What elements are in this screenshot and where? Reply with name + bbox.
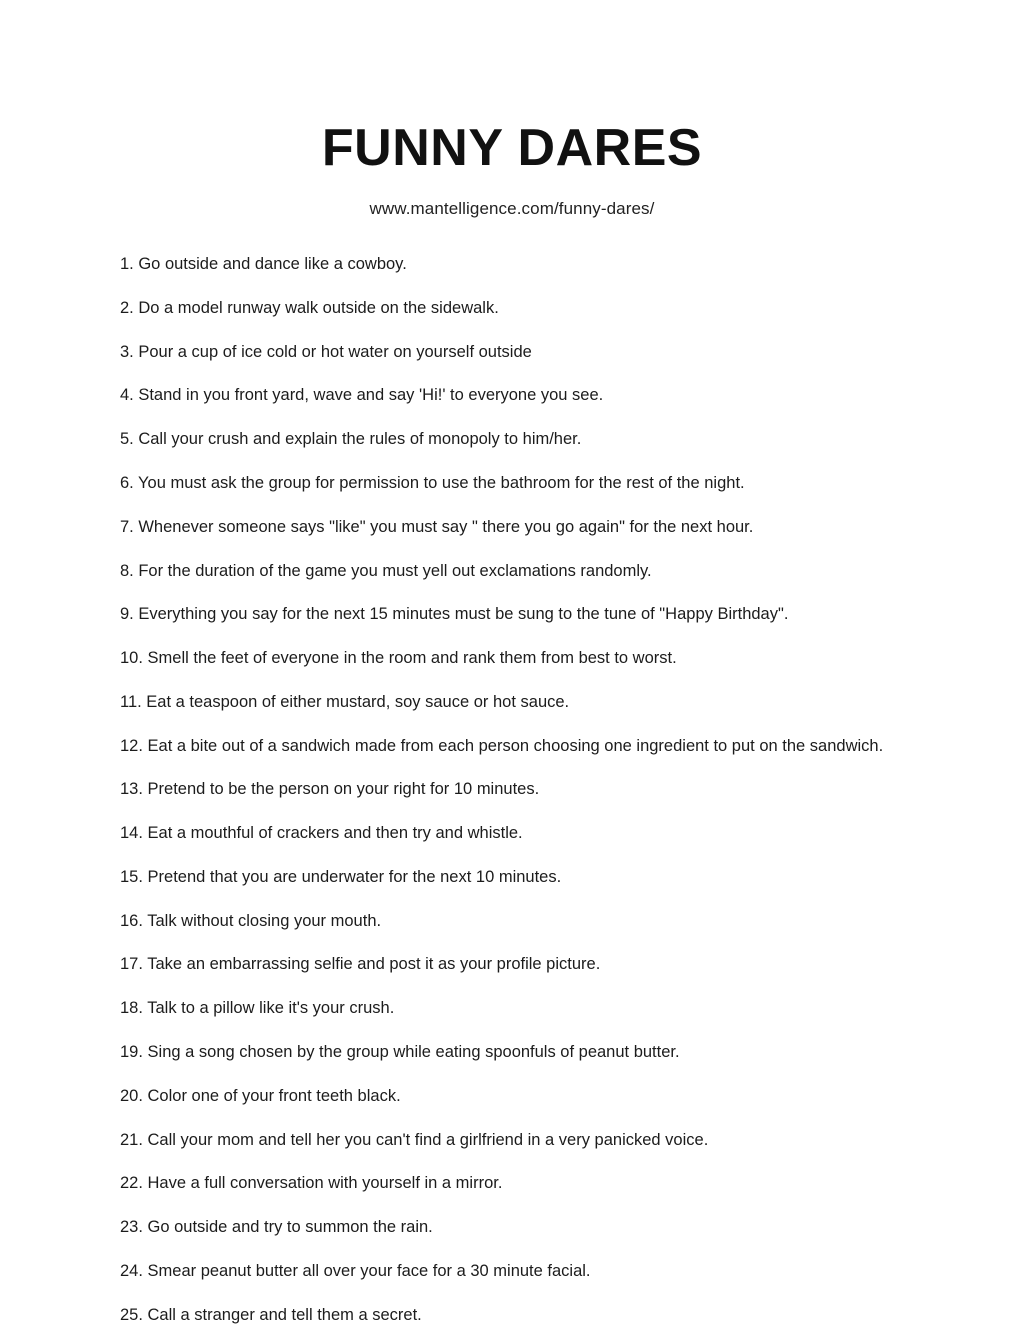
list-item: 7. Whenever someone says "like" you must say " there you go again" for the next hour. [120,517,754,536]
dares-list [0,219,1024,1326]
list-item: 24. Smear peanut butter all over your face for a 30 minute facial. [120,1261,591,1280]
list-item: 2. Do a model runway walk outside on the sidewalk. [120,298,499,317]
list-item: 1. Go outside and dance like a cowboy. [120,255,407,274]
list-item: 14. Eat a mouthful of crackers and then try and whistle. [120,824,523,843]
list-item: 13. Pretend to be the person on your right for 10 minutes. [120,780,540,799]
list-item: 9. Everything you say for the next 15 minutes must be sung to the tune of "Happy Birthday". [120,605,789,624]
list-item: 16. Talk without closing your mouth. [120,911,382,930]
list-item: 20. Color one of your front teeth black. [120,1086,401,1105]
list-item: 4. Stand in you front yard, wave and say 'Hi!' to everyone you see. [120,386,604,405]
list-item: 23. Go outside and try to summon the rain. [120,1218,433,1237]
list-item: 11. Eat a teaspoon of either mustard, soy sauce or hot sauce. [120,692,570,711]
list-item: 12. Eat a bite out of a sandwich made from each person choosing one ingredient to put on the sandwich. [120,736,884,755]
list-item: 8. For the duration of the game you must yell out exclamations randomly. [120,561,652,580]
list-item: 3. Pour a cup of ice cold or hot water on yourself outside [120,342,532,361]
list-item: 19. Sing a song chosen by the group while eating spoonfuls of peanut butter. [120,1042,680,1061]
list-item: 5. Call your crush and explain the rules of monopoly to him/her. [120,430,582,449]
list-item: 15. Pretend that you are underwater for the next 10 minutes. [120,867,562,886]
page-title: FUNNY DARES [321,119,703,177]
list-item: 10. Smell the feet of everyone in the room and rank them from best to worst. [120,649,677,668]
source-url: www.mantelligence.com/funny-dares/ [369,199,655,219]
list-item: 25. Call a stranger and tell them a secret. [120,1305,422,1324]
list-item: 18. Talk to a pillow like it's your crush. [120,999,395,1018]
list-item: 6. You must ask the group for permission to use the bathroom for the rest of the night. [120,474,745,493]
list-item: 21. Call your mom and tell her you can't find a girlfriend in a very panicked voice. [120,1130,709,1149]
list-item: 17. Take an embarrassing selfie and post it as your profile picture. [120,955,601,974]
list-item: 22. Have a full conversation with yourself in a mirror. [120,1174,503,1193]
